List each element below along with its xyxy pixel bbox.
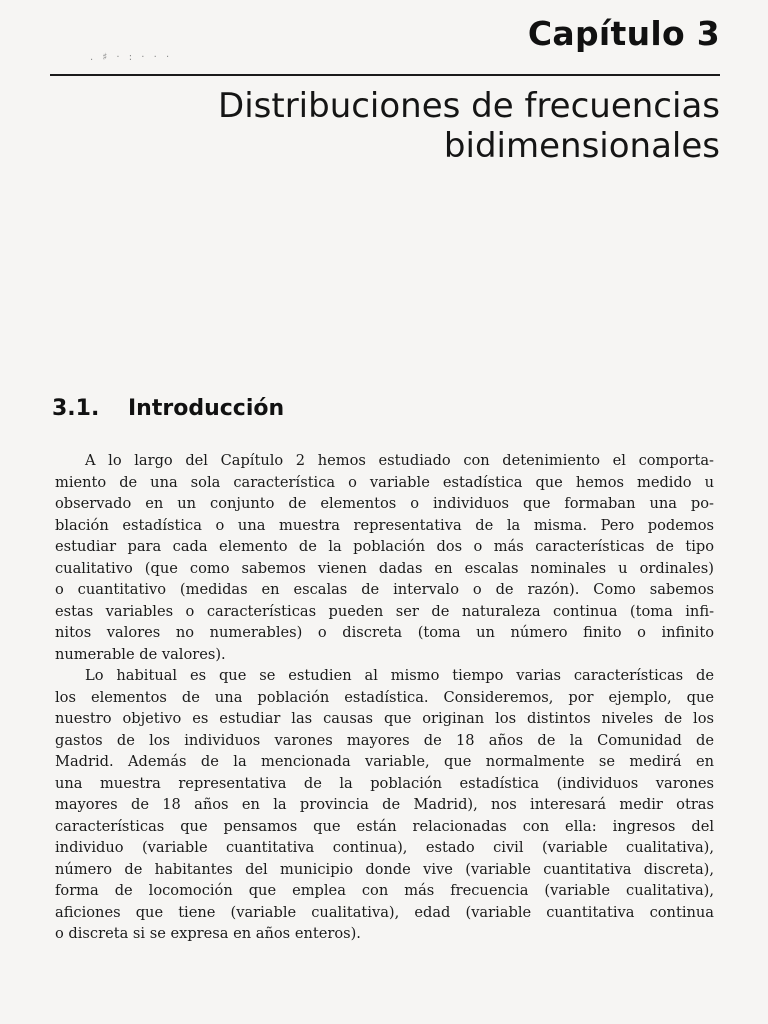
chapter-label: Capítulo 3 (527, 14, 720, 53)
paragraph-2 (55, 665, 714, 945)
text-line: gastos de los individuos varones mayores de 18 años de la Comunidad de (55, 731, 714, 749)
text-line: estudiar para cada elemento de la población dos o más características de tipo (55, 538, 714, 555)
text-line: aficiones que tiene (variable cualitativa), edad (variable cuantitativa continua (55, 903, 714, 921)
text-line: miento de una sola característica o variable estadística que hemos medido u (55, 473, 714, 491)
text-line: o discreta si se expresa en años enteros). (55, 925, 361, 942)
text-line: observado en un conjunto de elementos o individuos que formaban una po- (55, 495, 714, 512)
text-line: los elementos de una población estadística. Consideremos, por ejemplo, que (55, 688, 714, 706)
section-heading (52, 396, 284, 421)
text-line: blación estadística o una muestra representativa de la misma. Pero podemos (55, 516, 714, 534)
text-line: o cuantitativo (medidas en escalas de intervalo o de razón). Como sabemos (55, 581, 714, 598)
text-line: Lo habitual es que se estudien al mismo tiempo varias características de (85, 667, 714, 684)
text-line: individuo (variable cuantitativa continua), estado civil (variable cualitativa), (55, 839, 714, 856)
paragraph-1 (55, 450, 714, 665)
body-text (55, 450, 714, 945)
chapter-rule (50, 74, 720, 76)
text-line: Madrid. Además de la mencionada variable, que normalmente se medirá en (55, 753, 714, 770)
scan-artifact-marks: . ♯ · : · · · (90, 52, 173, 63)
text-line: número de habitantes del municipio donde vive (variable cuantitativa discreta), (55, 860, 714, 878)
text-line: cualitativo (que como sabemos vienen dadas en escalas nominales u ordinales) (55, 559, 714, 577)
chapter-title (120, 86, 720, 166)
section-title: Introducción (128, 396, 285, 421)
text-line: una muestra representativa de la población estadística (individuos varones (55, 774, 714, 792)
text-line: A lo largo del Capítulo 2 hemos estudiado con detenimiento el comporta- (85, 452, 714, 469)
text-line: estas variables o características pueden ser de naturaleza continua (toma infi- (55, 602, 714, 620)
text-line: nitos valores no numerables) o discreta (toma un número finito o infinito (55, 624, 714, 641)
text-line: numerable de valores). (55, 645, 226, 663)
text-line: forma de locomoción que emplea con más frecuencia (variable cualitativa), (55, 882, 714, 899)
chapter-title-line-2: bidimensionales (443, 126, 720, 166)
section-number: 3.1. (52, 396, 100, 421)
text-line: mayores de 18 años en la provincia de Madrid), nos interesará medir otras (55, 796, 714, 813)
text-line: nuestro objetivo es estudiar las causas que originan los distintos niveles de los (55, 710, 714, 727)
text-line: características que pensamos que están relacionadas con ella: ingresos del (55, 817, 714, 835)
chapter-title-line-1: Distribuciones de frecuencias (218, 86, 720, 126)
